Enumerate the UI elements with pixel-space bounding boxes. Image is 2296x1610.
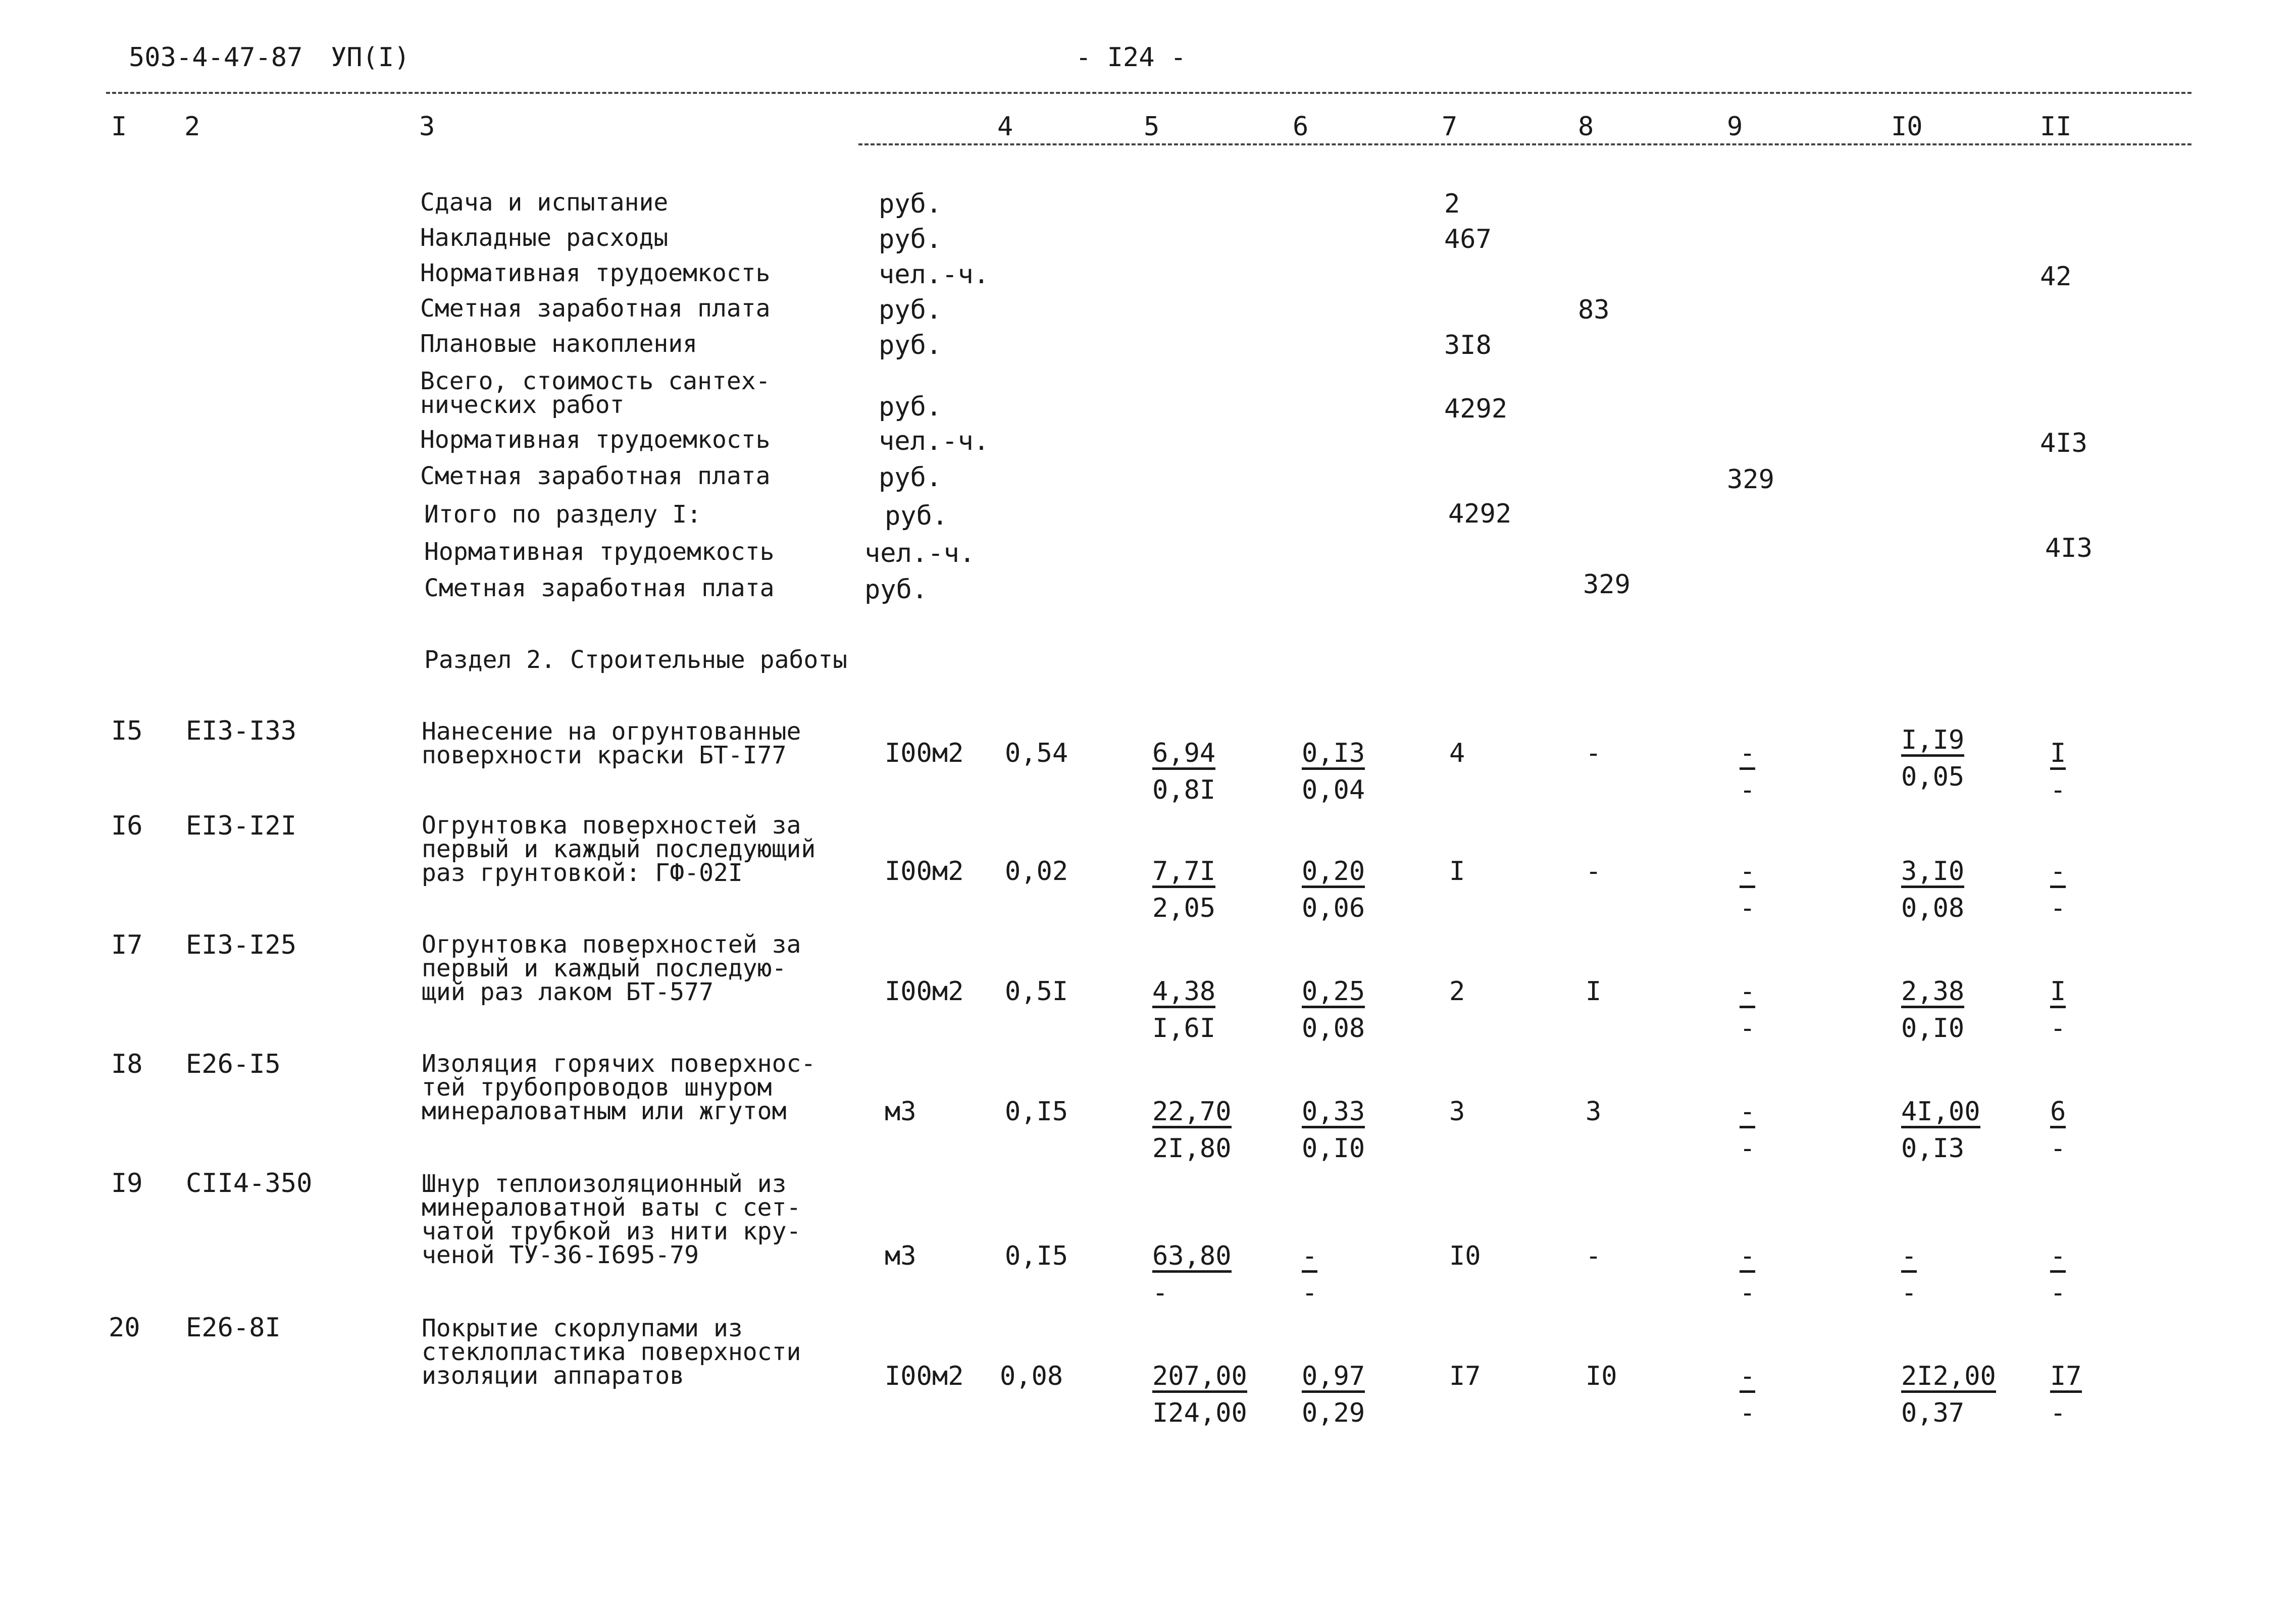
value-bottom: - (2050, 1013, 2066, 1044)
summary-name: Сметная заработная плата (420, 294, 771, 323)
cell-col6 (1302, 858, 1365, 921)
col-num-8: 8 (1578, 112, 1594, 142)
cell-col5 (1152, 1363, 1247, 1426)
value-bottom: - (2050, 1398, 2066, 1428)
item-code: E26-8I (186, 1313, 281, 1343)
item-number: I9 (111, 1168, 143, 1199)
item-unit: м3 (885, 1097, 916, 1127)
item-col7: I0 (1449, 1241, 1481, 1271)
item-unit: I00м2 (885, 856, 964, 887)
value-bottom: - (2050, 1278, 2066, 1308)
item-col7: I7 (1449, 1361, 1481, 1391)
summary-unit: чел.-ч. (879, 426, 990, 456)
header-rule-bottom (858, 143, 2191, 145)
summary-unit: руб. (879, 392, 942, 422)
col-num-7: 7 (1442, 112, 1458, 142)
value-top: 0,I3 (1302, 740, 1365, 770)
summary-name: Итого по разделу I: (424, 500, 702, 529)
value-bottom: - (1740, 775, 1756, 805)
doc-code: 503-4-47-87 (129, 42, 303, 73)
summary-name: Плановые накопления (420, 330, 698, 358)
cell-col5 (1152, 978, 1215, 1042)
item-col8: - (1586, 738, 1602, 768)
value-bottom: - (1740, 1398, 1756, 1428)
value-bottom: 0,29 (1302, 1398, 1365, 1428)
value-bottom: - (1901, 1278, 1917, 1308)
item-col8: I0 (1586, 1361, 1617, 1391)
cell-col10 (1901, 1099, 1980, 1162)
value-top: - (2050, 1243, 2066, 1273)
value-top: I (2050, 978, 2066, 1008)
cell-col6 (1302, 740, 1365, 803)
item-col7: 4 (1449, 738, 1465, 768)
summary-unit: руб. (879, 330, 942, 360)
cell-col10 (1901, 1363, 1996, 1426)
section-title: Раздел 2. Строительные работы (424, 646, 848, 674)
item-number: I6 (111, 811, 143, 841)
summary-col11: 4I3 (2040, 428, 2087, 458)
item-col8: 3 (1586, 1097, 1602, 1127)
summary-name: Нормативная трудоемкость (420, 259, 771, 287)
cell-col5 (1152, 858, 1215, 921)
value-bottom: - (2050, 893, 2066, 923)
col-num-11: II (2040, 112, 2072, 142)
summary-col7: 4292 (1444, 394, 1508, 424)
summary-col8: 83 (1578, 295, 1610, 325)
cell-col10 (1901, 727, 1964, 790)
cell-col9 (1740, 1099, 1755, 1162)
item-number: I8 (111, 1049, 143, 1079)
col-num-2: 2 (184, 112, 200, 142)
summary-name: Сдача и испытание (420, 188, 669, 217)
item-col7: 2 (1449, 976, 1465, 1007)
item-unit: м3 (885, 1241, 916, 1271)
summary-col11: 42 (2040, 262, 2072, 292)
item-col8: - (1586, 856, 1602, 887)
value-top: - (1740, 1243, 1755, 1273)
item-description: Покрытие скорлупами из стеклопластика поверхности изоляции аппаратов (422, 1314, 801, 1390)
summary-col8: 329 (1583, 569, 1630, 600)
value-top: 3,I0 (1901, 858, 1964, 888)
value-top: - (1740, 858, 1755, 888)
item-unit: I00м2 (885, 1361, 964, 1391)
value-top: 0,20 (1302, 858, 1365, 888)
summary-unit: руб. (885, 501, 948, 531)
col-num-10: I0 (1891, 112, 1923, 142)
value-bottom: - (1152, 1278, 1168, 1308)
item-description: Огрунтовка поверхностей за первый и каждый последующий раз грунтовкой: ГФ-02I (422, 811, 816, 887)
value-bottom: 0,08 (1901, 893, 1965, 923)
item-number: 20 (109, 1313, 140, 1343)
value-top: 0,25 (1302, 978, 1365, 1008)
cell-col5 (1152, 1099, 1232, 1162)
value-bottom: I24,00 (1152, 1398, 1247, 1428)
item-code: EI3-I2I (186, 811, 297, 841)
summary-unit: руб. (879, 224, 942, 254)
item-code: EI3-I25 (186, 930, 297, 960)
cell-col10 (1901, 1243, 1917, 1306)
item-number: I5 (111, 716, 143, 746)
sheet-code: УП(I) (331, 42, 410, 73)
cell-col11 (2050, 1099, 2066, 1162)
page-number: - I24 - (1076, 42, 1187, 73)
summary-unit: чел.-ч. (879, 259, 990, 290)
cell-col5 (1152, 740, 1215, 803)
summary-name: Сметная заработная плата (424, 574, 775, 602)
value-bottom: 0,I0 (1901, 1013, 1965, 1044)
value-top: - (1740, 978, 1755, 1008)
summary-name: Нормативная трудоемкость (420, 426, 771, 454)
item-col8: - (1586, 1241, 1602, 1271)
cell-col6 (1302, 978, 1365, 1042)
value-top: 6,94 (1152, 740, 1215, 770)
item-description: Огрунтовка поверхностей за первый и каждый последую- щий раз лаком БТ-577 (422, 930, 801, 1006)
value-top: 0,97 (1302, 1363, 1365, 1393)
cell-col6 (1302, 1243, 1317, 1306)
value-top: 6 (2050, 1099, 2066, 1128)
item-col7: I (1449, 856, 1465, 887)
value-top: 2,38 (1901, 978, 1964, 1008)
cell-col9 (1740, 978, 1755, 1042)
value-bottom: 2,05 (1152, 893, 1216, 923)
value-top: 63,80 (1152, 1243, 1232, 1273)
summary-unit: чел.-ч. (864, 538, 976, 568)
value-bottom: 0,I0 (1302, 1133, 1365, 1164)
value-bottom: I,6I (1152, 1013, 1216, 1044)
item-col8: I (1586, 976, 1602, 1007)
cell-col9 (1740, 1363, 1755, 1426)
value-top: - (1302, 1243, 1317, 1273)
cell-col11 (2050, 1243, 2066, 1306)
item-code: EI3-I33 (186, 716, 297, 746)
cell-col5 (1152, 1243, 1232, 1306)
value-top: - (2050, 858, 2066, 888)
value-bottom: - (2050, 775, 2066, 805)
value-bottom: 0,8I (1152, 775, 1216, 805)
summary-col7: 2 (1444, 189, 1460, 219)
item-unit: I00м2 (885, 738, 964, 768)
value-top: 0,33 (1302, 1099, 1365, 1128)
value-bottom: 0,08 (1302, 1013, 1365, 1044)
col-num-3: 3 (419, 112, 435, 142)
summary-col11: 4I3 (2045, 533, 2093, 563)
value-top: 7,7I (1152, 858, 1215, 888)
value-top: I7 (2050, 1363, 2082, 1393)
value-top: - (1740, 1363, 1755, 1393)
col-num-4: 4 (997, 112, 1013, 142)
summary-col7: 3I8 (1444, 330, 1492, 360)
value-top: I,I9 (1901, 727, 1964, 757)
value-bottom: - (2050, 1133, 2066, 1164)
summary-col7: 467 (1444, 224, 1492, 254)
value-bottom: 2I,80 (1152, 1133, 1232, 1164)
cell-col6 (1302, 1099, 1365, 1162)
summary-name: Всего, стоимость сантех- нических работ (420, 367, 771, 419)
value-bottom: - (1740, 1013, 1756, 1044)
item-description: Шнур теплоизоляционный из минераловатной ваты с сет- чатой трубкой из нити кру- ченой ТУ-36-I695-79 (422, 1170, 801, 1269)
item-col7: 3 (1449, 1097, 1465, 1127)
cell-col11 (2050, 978, 2066, 1042)
summary-unit: руб. (864, 575, 928, 605)
summary-col7: 4292 (1448, 499, 1512, 529)
value-bottom: 0,I3 (1901, 1133, 1965, 1164)
cell-col11 (2050, 858, 2066, 921)
item-code: E26-I5 (186, 1049, 281, 1079)
item-code: CII4-350 (186, 1168, 313, 1199)
value-top: 2I2,00 (1901, 1363, 1996, 1393)
value-top: I (2050, 740, 2066, 770)
summary-unit: руб. (879, 189, 942, 219)
item-unit: I00м2 (885, 976, 964, 1007)
value-top: - (1901, 1243, 1917, 1273)
value-top: 207,00 (1152, 1363, 1247, 1393)
cell-col11 (2050, 740, 2066, 803)
value-bottom: - (1740, 1278, 1756, 1308)
cell-col10 (1901, 978, 1964, 1042)
value-bottom: - (1740, 1133, 1756, 1164)
header-rule-top (106, 92, 2191, 94)
value-bottom: 0,37 (1901, 1398, 1965, 1428)
cell-col10 (1901, 858, 1964, 921)
summary-col9: 329 (1727, 464, 1774, 495)
col-num-6: 6 (1293, 112, 1309, 142)
item-quantity: 0,I5 (1005, 1097, 1068, 1127)
item-quantity: 0,I5 (1005, 1241, 1068, 1271)
summary-unit: руб. (879, 462, 942, 493)
value-bottom: 0,06 (1302, 893, 1365, 923)
item-quantity: 0,54 (1005, 738, 1068, 768)
cell-col6 (1302, 1363, 1365, 1426)
item-quantity: 0,08 (1000, 1361, 1063, 1391)
value-top: 22,70 (1152, 1099, 1232, 1128)
item-description: Нанесение на огрунтованные поверхности краски БТ-I77 (422, 717, 801, 769)
value-top: 4I,00 (1901, 1099, 1980, 1128)
item-quantity: 0,5I (1005, 976, 1068, 1007)
col-num-5: 5 (1144, 112, 1160, 142)
summary-name: Сметная заработная плата (420, 462, 771, 490)
value-top: - (1740, 1099, 1755, 1128)
value-bottom: 0,05 (1901, 762, 1965, 792)
cell-col11 (2050, 1363, 2082, 1426)
cell-col9 (1740, 858, 1755, 921)
summary-name: Нормативная трудоемкость (424, 538, 775, 566)
summary-unit: руб. (879, 295, 942, 325)
value-bottom: - (1740, 893, 1756, 923)
value-bottom: 0,04 (1302, 775, 1365, 805)
item-description: Изоляция горячих поверхнос- тей трубопроводов шнуром минераловатным или жгутом (422, 1050, 816, 1125)
value-top: 4,38 (1152, 978, 1215, 1008)
col-num-9: 9 (1727, 112, 1743, 142)
item-quantity: 0,02 (1005, 856, 1068, 887)
cell-col9 (1740, 1243, 1755, 1306)
value-bottom: - (1302, 1278, 1318, 1308)
cell-col9 (1740, 740, 1755, 803)
value-top: - (1740, 740, 1755, 770)
item-number: I7 (111, 930, 143, 960)
summary-name: Накладные расходы (420, 224, 669, 252)
col-num-1: I (111, 112, 127, 142)
